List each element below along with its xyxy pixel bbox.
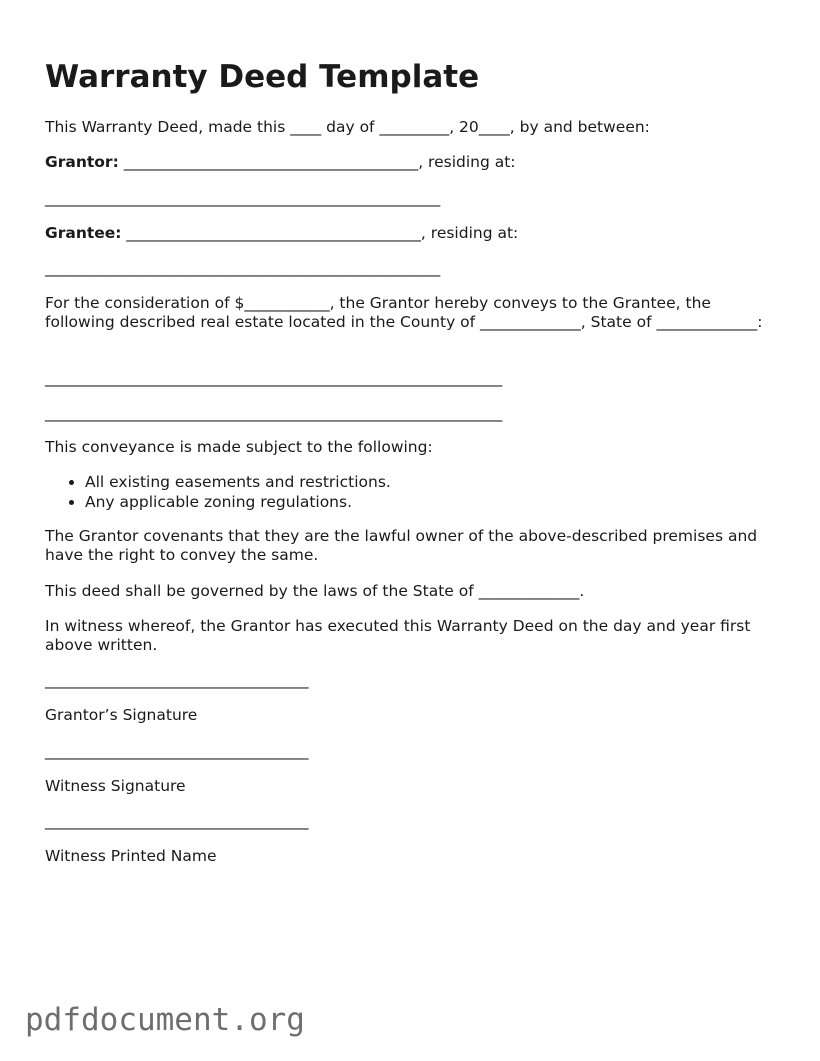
witness-name-label: Witness Printed Name xyxy=(45,847,217,865)
grantor-signature-label: Grantor’s Signature xyxy=(45,706,198,724)
description-line: ___________________________________________________________ xyxy=(45,404,503,422)
grantor-name-field: ______________________________________, residing at: xyxy=(118,153,516,171)
conditions-list xyxy=(45,473,391,512)
witness-signature-line: __________________________________ xyxy=(45,742,309,760)
list-item: • Any applicable zoning regulations. xyxy=(85,493,391,513)
grantor-signature-line: __________________________________ xyxy=(45,671,309,689)
subject-intro: This conveyance is made subject to the following: xyxy=(45,438,433,456)
grantee-address-line: ___________________________________________________ xyxy=(45,259,441,277)
covenant-paragraph: The Grantor covenants that they are the lawful owner of the above-described premises and have the right to convey the same. xyxy=(45,527,758,564)
consideration-paragraph: For the consideration of $___________, the Grantor hereby conveys to the Grantee, the following described real estate located in the County of _____________, State of _____________: xyxy=(45,294,763,331)
witness-clause: In witness whereof, the Grantor has executed this Warranty Deed on the day and year first above written. xyxy=(45,617,751,654)
grantee-name-field: ______________________________________, residing at: xyxy=(121,224,519,242)
witness-name-line: __________________________________ xyxy=(45,812,309,830)
page-title: Warranty Deed Template xyxy=(45,59,480,95)
governing-law-line: This deed shall be governed by the laws of the State of _____________. xyxy=(45,582,585,600)
footer-brand: pdfdocument.org xyxy=(25,1002,305,1038)
witness-signature-label: Witness Signature xyxy=(45,777,186,795)
description-line: ___________________________________________________________ xyxy=(45,369,503,387)
grantor-label: Grantor: xyxy=(45,153,119,171)
grantee-line xyxy=(45,224,518,243)
grantor-address-line: ___________________________________________________ xyxy=(45,189,441,207)
grantee-label: Grantee: xyxy=(45,224,122,242)
list-item: • All existing easements and restrictions. xyxy=(85,473,391,493)
grantor-line xyxy=(45,153,516,172)
intro-line: This Warranty Deed, made this ____ day of _________, 20____, by and between: xyxy=(45,118,650,136)
